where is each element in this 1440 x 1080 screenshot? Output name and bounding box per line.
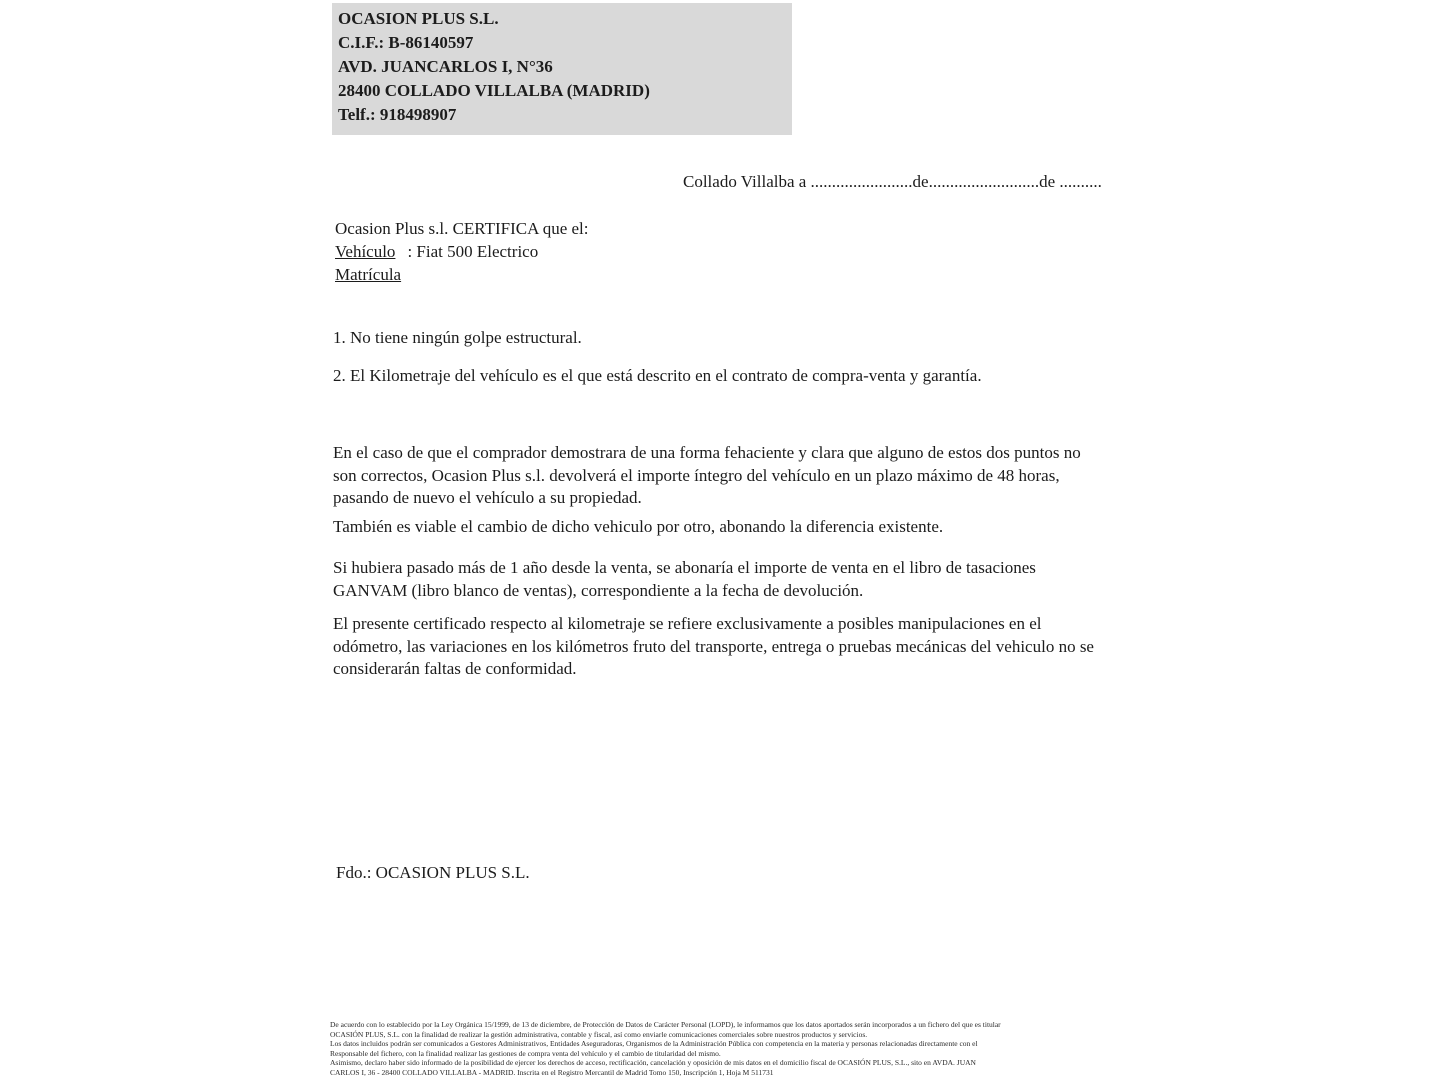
legal-line: OCASIÓN PLUS, S.L. con la finalidad de realizar la gestión administrativa, contable y fiscal, así como enviarle comunicaciones comerciales sobre nuestros productos y servicios. <box>330 1029 868 1039</box>
paragraph-odometer: El presente certificado respecto al kilometraje se refiere exclusivamente a posibles manipulaciones en el odómetro, las variaciones en los kilómetros fruto del transporte, entrega o pruebas mecánicas del vehiculo no se considerarán faltas de conformidad. <box>333 614 1094 678</box>
vehicle-line <box>335 240 589 263</box>
letterhead-block <box>332 3 792 135</box>
company-cif: C.I.F.: B-86140597 <box>338 33 474 52</box>
company-city: 28400 COLLADO VILLALBA (MADRID) <box>338 81 650 100</box>
signature-line: Fdo.: OCASION PLUS S.L. <box>336 863 530 882</box>
point-1: 1. No tiene ningún golpe estructural. <box>333 328 582 347</box>
plate-line <box>335 263 589 286</box>
legal-fine-print <box>330 1020 1105 1078</box>
legal-line: Los datos incluidos podrán ser comunicados a Gestores Administrativos, Entidades Aseguradoras, Organismos de la Administración Pública con competencia en la materia y personas relacionadas directamente con el <box>330 1039 978 1049</box>
plate-label: Matrícula <box>335 265 402 284</box>
company-name: OCASION PLUS S.L. <box>338 9 499 28</box>
certify-block <box>335 217 589 286</box>
legal-line: De acuerdo con lo establecido por la Ley Orgánica 15/1999, de 13 de diciembre, de Protección de Datos de Carácter Personal (LOPD), le informamos que los datos aportados serán incorporados a un fichero del que es titular <box>330 1020 1001 1029</box>
legal-line: CARLOS I, 36 - 28400 COLLADO VILLALBA - MADRID. Inscrita en el Registro Mercantil de Madrid Tomo 150, Inscripción 1, Hoja M 511731 <box>330 1067 774 1077</box>
vehicle-label: Vehículo <box>335 242 396 261</box>
paragraph-refund: En el caso de que el comprador demostrara de una forma fehaciente y clara que alguno de estos dos puntos no son correctos, Ocasion Plus s.l. devolverá el importe íntegro del vehículo en un plazo máximo de 48 horas, pasando de nuevo el vehículo a su propiedad. <box>333 443 1081 507</box>
certify-intro: Ocasion Plus s.l. CERTIFICA que el: <box>335 219 589 238</box>
paragraph-exchange: También es viable el cambio de dicho vehiculo por otro, abonando la diferencia existente. <box>333 517 944 536</box>
legal-line: Responsable del fichero, con la finalidad realizar las gestiones de compra venta del vehículo y el cambio de titularidad del mismo. <box>330 1048 721 1058</box>
point-2: 2. El Kilometraje del vehículo es el que está descrito en el contrato de compra-venta y garantía. <box>333 366 982 385</box>
company-address: AVD. JUANCARLOS I, N°36 <box>338 57 553 76</box>
vehicle-value: : Fiat 500 Electrico <box>407 242 539 261</box>
paragraph-ganvam: Si hubiera pasado más de 1 año desde la venta, se abonaría el importe de venta en el libro de tasaciones GANVAM (libro blanco de ventas), correspondiente a la fecha de devolución. <box>333 558 1036 600</box>
date-line: Collado Villalba a ........................de..........................de .......... <box>683 172 1102 191</box>
company-phone: Telf.: 918498907 <box>338 105 457 124</box>
legal-line: Asimismo, declaro haber sido informado de la posibilidad de ejercer los derechos de acceso, rectificación, cancelación y oposición de mis datos en el domicilio fiscal de OCASIÓN PLUS, S.L., sito en AVDA. JUAN <box>330 1058 976 1068</box>
